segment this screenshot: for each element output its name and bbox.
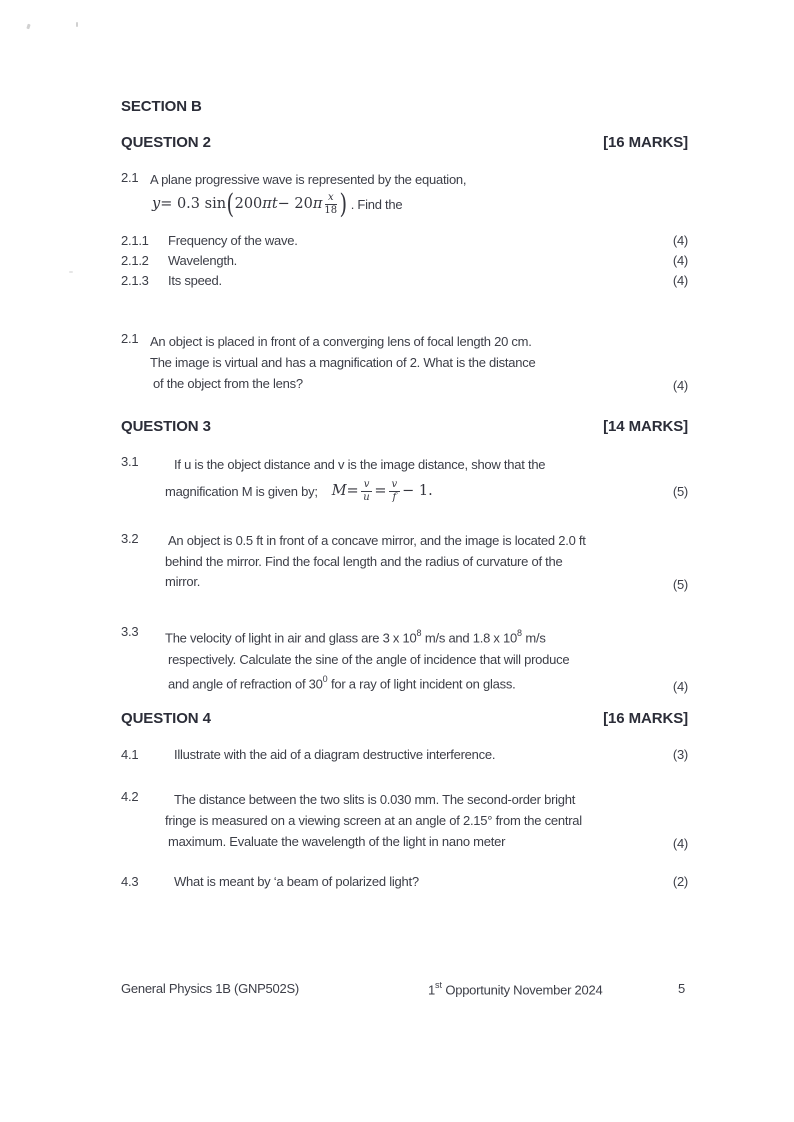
question-text: The velocity of light in air and glass are 3 x $10^8$ m/s and 1.8 x $10^8$ m/s respectively. Calculate the sine of the angle of incidence that will produce and angle of refraction of $30^0$ for a ray of light incident on glass. [165, 624, 569, 695]
subquestion-row [121, 273, 688, 288]
question-number: 2.1 [121, 331, 139, 346]
marks-badge: (4) [672, 836, 688, 851]
question4-header [121, 710, 688, 727]
question-text: What is meant by ‘a beam of polarized light? [174, 874, 419, 889]
fraction-v-over-u: $\frac{v}{u}$ [361, 479, 373, 504]
q33-line3: and angle of refraction of $30^0$ for a ray of light incident on glass. [168, 674, 516, 692]
marks-badge: (5) [672, 576, 688, 592]
question-item-32 [121, 531, 688, 593]
question2-title: QUESTION 2 [121, 134, 211, 151]
question4-title: QUESTION 4 [121, 710, 211, 727]
marks-badge: (4) [672, 253, 688, 268]
question-text: The distance between the two slits is 0.030 mm. The second-order bright fringe is measured on a viewing screen at an angle of 2.15° from the central maximum. Evaluate the wavelength of the light in nano meter [165, 792, 582, 849]
question3-header [121, 418, 688, 435]
question-number: 4.2 [121, 789, 139, 804]
footer-page-number: 5 [678, 981, 685, 996]
question-text: If u is the object distance and v is the image distance, show that the magnification M is given by; M = $\frac{v}{u}$ = $\frac{v}{f}$ − 1. [165, 454, 545, 507]
marks-badge: (5) [672, 484, 688, 499]
scan-speck [69, 271, 73, 273]
section-title: SECTION B [121, 98, 202, 115]
wave-equation: y = 0.3 sin ( 200 πt − 20 π $\frac{x}{18}$ ) . Find the [152, 188, 403, 220]
close-paren: ) [339, 188, 348, 220]
eq-variable-y: y [152, 196, 161, 212]
question-number: 4.3 [121, 874, 139, 889]
question-text: An object is placed in front of a converging lens of focal length 20 cm. The image is virtual and has a magnification of 2. What is the distance of the object from the lens? [150, 334, 536, 391]
question-item-43 [121, 874, 688, 889]
magnification-equation: M = $\frac{v}{u}$ = $\frac{v}{f}$ − 1. [331, 478, 433, 503]
question-item-41 [121, 747, 688, 762]
question4-marks: [16 MARKS] [603, 710, 688, 727]
subquestion-text: Its speed. [168, 273, 222, 288]
q2-intro-text: A plane progressive wave is represented by the equation, [150, 172, 467, 187]
footer-course: General Physics 1B (GNP502S) [121, 981, 299, 996]
footer-session: 1st Opportunity November 2024 [428, 980, 603, 998]
marks-badge: (4) [672, 679, 688, 695]
fraction-v-over-f: $\frac{v}{f}$ [389, 479, 401, 504]
question-text: An object is 0.5 ft in front of a concave mirror, and the image is located 2.0 ft behind the mirror. Find the focal length and the radius of curvature of the mirror. [165, 533, 586, 589]
question3-marks: [14 MARKS] [603, 418, 688, 435]
q33-line1: The velocity of light in air and glass are 3 x $10^8$ m/s and 1.8 x $10^8$ m/s [165, 628, 546, 646]
scan-speck [76, 22, 78, 27]
question3-title: QUESTION 3 [121, 418, 211, 435]
question-text: Illustrate with the aid of a diagram destructive interference. [174, 747, 496, 762]
subquestion-text: Frequency of the wave. [168, 233, 298, 248]
question-item-33 [121, 624, 688, 695]
question-item-31 [121, 454, 688, 507]
marks-badge: (4) [672, 378, 688, 393]
question2-header [121, 134, 688, 151]
scan-speck [26, 24, 30, 30]
question-number: 3.1 [121, 454, 139, 469]
question-item-21-lens [121, 331, 688, 394]
subquestion-number: 2.1.1 [121, 233, 149, 248]
marks-badge: (3) [672, 747, 688, 762]
magnification-line: magnification M is given by; M = $\frac{v}{u}$ = $\frac{v}{f}$ − 1. [165, 478, 433, 503]
fraction-x-over-18: $\frac{x}{18}$ [324, 191, 338, 216]
subquestion-row [121, 233, 688, 248]
question-number: 3.2 [121, 531, 139, 546]
question2-marks: [16 MARKS] [603, 134, 688, 151]
marks-badge: (2) [672, 874, 688, 889]
subquestion-number: 2.1.2 [121, 253, 149, 268]
marks-badge: (4) [672, 233, 688, 248]
question-number: 4.1 [121, 747, 139, 762]
marks-badge: (4) [672, 273, 688, 288]
question-item-42 [121, 789, 688, 852]
q2-intro-number: 2.1 [121, 170, 139, 185]
open-paren: ( [226, 188, 235, 220]
question-number: 3.3 [121, 624, 139, 639]
subquestion-text: Wavelength. [168, 253, 238, 268]
subquestion-number: 2.1.3 [121, 273, 149, 288]
subquestion-row [121, 253, 688, 268]
